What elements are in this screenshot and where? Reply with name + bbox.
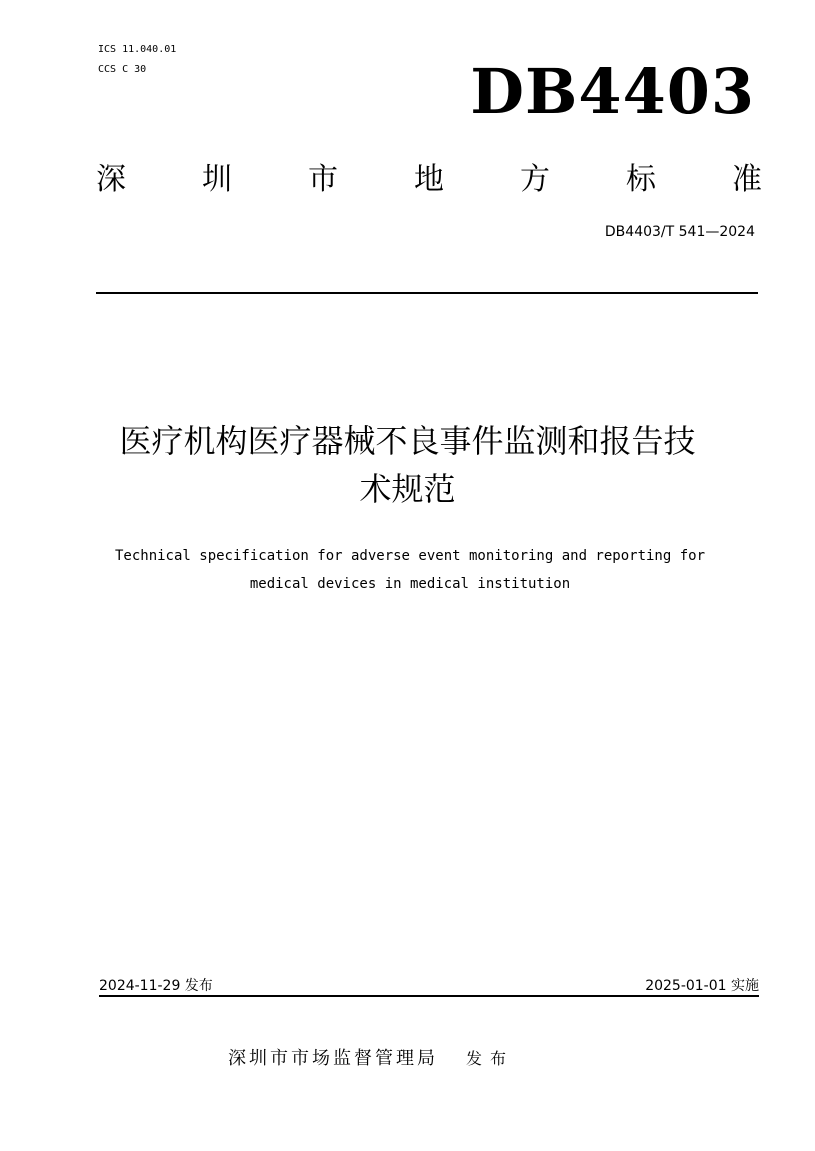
standard-type bbox=[96, 160, 762, 200]
footer-divider bbox=[99, 995, 759, 997]
english-title bbox=[40, 542, 780, 598]
standard-type-char: 标 bbox=[626, 162, 656, 197]
ics-code: ICS 11.040.01 bbox=[98, 44, 177, 55]
publisher-name: 深圳市市场监督管理局 bbox=[228, 1048, 438, 1069]
standard-type-char: 地 bbox=[414, 162, 444, 197]
chinese-title-line-1: 医疗机构医疗器械不良事件监测和报告技 bbox=[119, 422, 696, 460]
standard-type-char: 深 bbox=[96, 162, 126, 197]
header-divider bbox=[96, 292, 758, 294]
chinese-title-line-2: 术规范 bbox=[359, 470, 456, 508]
standard-number: DB4403/T 541—2024 bbox=[604, 224, 755, 240]
publisher-line bbox=[228, 1046, 514, 1072]
standard-type-char: 方 bbox=[520, 162, 550, 197]
chinese-title bbox=[60, 417, 755, 513]
ccs-code: CCS C 30 bbox=[98, 64, 147, 75]
standard-type-char: 市 bbox=[308, 162, 338, 197]
publish-date: 2024-11-29 发布 bbox=[99, 978, 213, 994]
implement-date: 2025-01-01 实施 bbox=[645, 978, 759, 994]
english-title-line-1: Technical specification for adverse event monitoring and reporting for bbox=[114, 548, 705, 564]
date-row bbox=[99, 976, 759, 996]
standard-code-logo: DB4403 bbox=[470, 55, 755, 128]
english-title-line-2: medical devices in medical institution bbox=[249, 576, 571, 592]
standard-type-char: 圳 bbox=[202, 162, 232, 197]
issue-label: 发布 bbox=[466, 1049, 515, 1068]
standard-type-char: 准 bbox=[732, 162, 762, 197]
